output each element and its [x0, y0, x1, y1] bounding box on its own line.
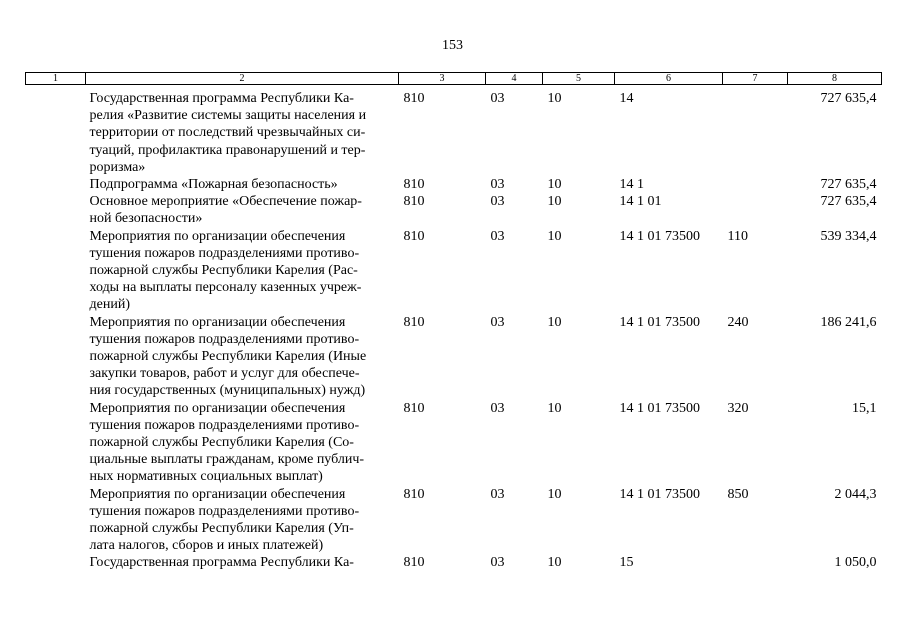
row-number-cell	[26, 228, 86, 314]
target-article-cell: 14 1 01 73500	[619, 314, 700, 330]
amount-cell: 186 241,6	[820, 314, 877, 330]
expense-type-cell: 850	[727, 486, 749, 502]
page-number: 153	[442, 38, 463, 53]
subsection-code-cell: 10	[547, 91, 562, 106]
table-row	[26, 193, 882, 227]
amount-cell: 727 635,4	[820, 177, 877, 193]
expense-type-cell: 320	[727, 400, 749, 416]
ministry-code-cell: 810	[403, 400, 425, 416]
row-number-cell	[26, 554, 86, 571]
table-row	[26, 486, 882, 555]
target-article-cell: 14 1 01	[619, 194, 662, 210]
ministry-code-cell: 810	[403, 228, 425, 244]
row-number-cell	[26, 314, 86, 400]
table-row	[26, 554, 882, 571]
expense-type-cell: 110	[727, 228, 748, 244]
subsection-code-cell: 10	[547, 228, 562, 244]
table-row	[26, 314, 882, 400]
ministry-code-cell: 810	[403, 314, 425, 330]
item-name-cell: Основное мероприятие «Обеспечение пожар- ной безопасности»	[89, 194, 362, 227]
subsection-code-cell: 10	[547, 194, 562, 210]
target-article-cell: 14 1 01 73500	[619, 400, 700, 416]
row-number-cell	[26, 176, 86, 193]
item-name-cell: Мероприятия по организации обеспечения тушения пожаров подразделениями противо- пожарной службы Республики Карелия (Иные закупки товаров, работ и услуг для обеспече- ния государственных (муниципальных) нужд)	[89, 314, 367, 399]
ministry-code-cell: 810	[403, 194, 425, 210]
column-header: 2	[86, 73, 399, 85]
column-header: 4	[486, 73, 543, 85]
budget-table	[25, 72, 882, 572]
item-name-cell: Мероприятия по организации обеспечения тушения пожаров подразделениями противо- пожарной службы Республики Карелия (Уп- лата налогов, сборов и иных платежей)	[89, 486, 360, 554]
expense-type-cell	[723, 176, 788, 193]
column-header: 8	[788, 73, 882, 85]
header-row	[26, 73, 882, 85]
column-header: 1	[26, 73, 86, 85]
expense-type-cell: 240	[727, 314, 749, 330]
item-name-cell: Мероприятия по организации обеспечения тушения пожаров подразделениями противо- пожарной службы Республики Карелия (Рас- ходы на выплаты персоналу казенных учреж- дений)	[89, 228, 362, 313]
section-code-cell: 03	[490, 177, 505, 193]
ministry-code-cell: 810	[403, 486, 425, 502]
target-article-cell: 14	[619, 91, 634, 106]
column-header: 7	[723, 73, 788, 85]
table-row	[26, 176, 882, 193]
item-name-cell: Государственная программа Республики Ка- релия «Развитие системы защиты населения и территории от последствий чрезвычайных си- туаций, профилактика правонарушений и тер- роризма»	[89, 91, 367, 175]
table-row	[26, 85, 882, 177]
target-article-cell: 14 1 01 73500	[619, 486, 700, 502]
subsection-code-cell: 10	[547, 486, 562, 502]
target-article-cell: 14 1	[619, 177, 644, 193]
expense-type-cell	[723, 85, 788, 177]
row-number-cell	[26, 486, 86, 555]
ministry-code-cell: 810	[403, 177, 425, 193]
table-row	[26, 228, 882, 314]
amount-cell: 1 050,0	[834, 555, 877, 571]
ministry-code-cell: 810	[403, 91, 425, 106]
section-code-cell: 03	[490, 400, 505, 416]
amount-cell: 727 635,4	[820, 194, 877, 210]
subsection-code-cell: 10	[547, 177, 562, 193]
row-number-cell	[26, 400, 86, 486]
item-name-cell: Государственная программа Республики Ка-	[89, 555, 354, 571]
amount-cell: 539 334,4	[820, 228, 877, 244]
section-code-cell: 03	[490, 194, 505, 210]
subsection-code-cell: 10	[547, 314, 562, 330]
column-header: 5	[543, 73, 615, 85]
section-code-cell: 03	[490, 91, 505, 106]
row-number-cell	[26, 193, 86, 227]
item-name-cell: Подпрограмма «Пожарная безопасность»	[89, 177, 338, 193]
target-article-cell: 14 1 01 73500	[619, 228, 700, 244]
subsection-code-cell: 10	[547, 400, 562, 416]
section-code-cell: 03	[490, 486, 505, 502]
expense-type-cell	[723, 193, 788, 227]
amount-cell: 2 044,3	[834, 486, 877, 502]
column-header: 6	[615, 73, 723, 85]
target-article-cell: 15	[619, 555, 634, 571]
table-row	[26, 400, 882, 486]
section-code-cell: 03	[490, 228, 505, 244]
column-header: 3	[399, 73, 486, 85]
section-code-cell: 03	[490, 555, 505, 571]
row-number-cell	[26, 85, 86, 177]
ministry-code-cell: 810	[403, 555, 425, 571]
section-code-cell: 03	[490, 314, 505, 330]
item-name-cell: Мероприятия по организации обеспечения тушения пожаров подразделениями противо- пожарной службы Республики Карелия (Со- циальные выплаты гражданам, кроме публич- ных нормативных социальных выплат)	[89, 400, 365, 485]
subsection-code-cell: 10	[547, 555, 562, 571]
expense-type-cell	[723, 554, 788, 571]
amount-cell: 15,1	[852, 400, 877, 416]
amount-cell: 727 635,4	[820, 91, 877, 106]
